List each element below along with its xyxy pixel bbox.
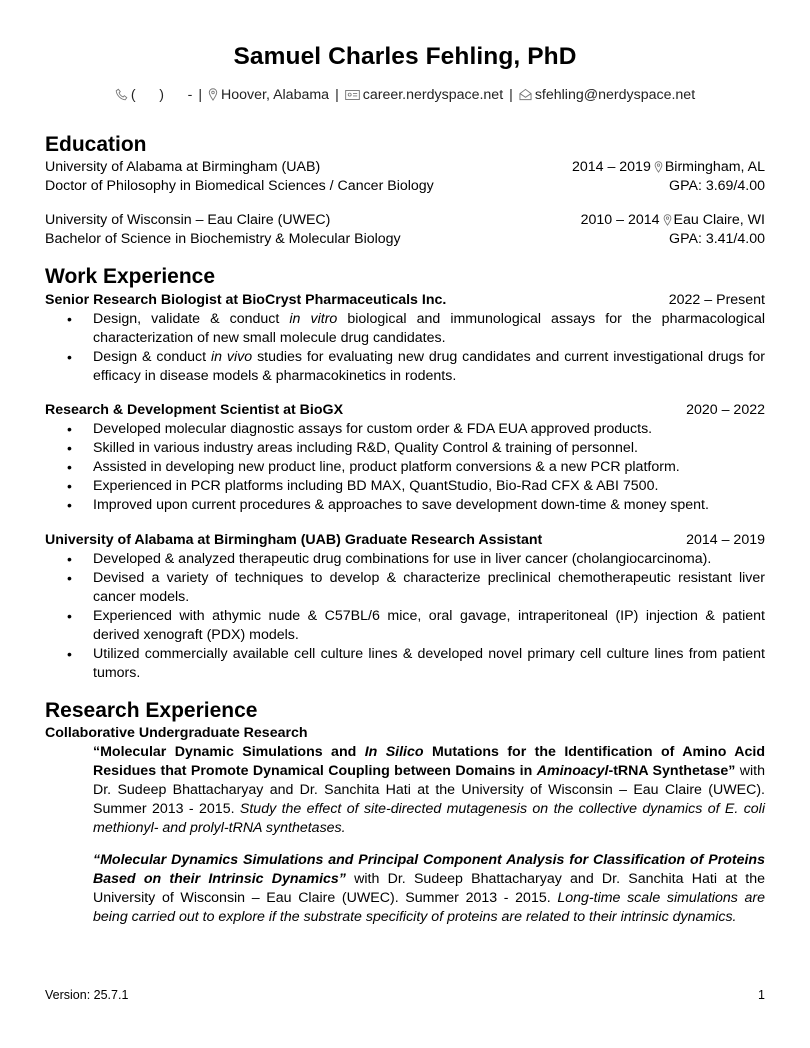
map-pin-icon bbox=[208, 88, 218, 105]
website-card-icon[interactable] bbox=[345, 89, 360, 105]
job-bullet: • Experienced with athymic nude & C57BL/6 mice, oral gavage, intraperitoneal (IP) injection & patient derived xenograft (PDX) models. bbox=[45, 607, 765, 645]
gpa: GPA: 3.41/4.00 bbox=[669, 231, 765, 247]
job-dates: 2014 – 2019 bbox=[686, 532, 765, 548]
publication-entry: “Molecular Dynamic Simulations and In Silico Mutations for the Identification of Amino Acid Residues that Promote Dynamical Coupling between Domains in Aminoacyl-tRNA Synthetase” with Dr. Sudeep Bhattacharyay and Dr. Sanchita Hati at the University of Wisconsin – Eau Claire (UWEC). Summer 2013 - 2015. Study the effect of site-directed mutagenesis on the collective dynamics of E. coli methionyl- and prolyl-tRNA synthetases. bbox=[93, 744, 765, 836]
degree-name: Doctor of Philosophy in Biomedical Sciences / Cancer Biology bbox=[45, 178, 434, 194]
research-experience-heading: Research Experience bbox=[45, 699, 258, 722]
email-icon[interactable] bbox=[519, 88, 532, 105]
job-title: University of Alabama at Birmingham (UAB) Graduate Research Assistant bbox=[45, 532, 543, 548]
publication-entry: “Molecular Dynamics Simulations and Principal Component Analysis for Classification of Proteins Based on their Intrinsic Dynamics” with Dr. Sudeep Bhattacharyay and Dr. Sanchita Hati at the University of Wisconsin – Eau Claire (UWEC). Summer 2013 - 2015. Long-time scale simulations are being carried out to explore if the substrate specificity of proteins are related to their intrinsic dynamics. bbox=[93, 852, 766, 925]
job-dates: 2022 – Present bbox=[668, 292, 765, 308]
work-experience-heading: Work Experience bbox=[45, 265, 216, 288]
email-link[interactable]: sfehling@nerdyspace.net bbox=[534, 87, 696, 103]
job-bullets bbox=[45, 420, 765, 515]
phone-number: ( ) - bbox=[130, 87, 193, 103]
education-degree-row bbox=[45, 177, 765, 196]
education-place: Birmingham, AL bbox=[664, 159, 765, 175]
contact-separator: | bbox=[509, 87, 513, 103]
contact-separator: | bbox=[335, 87, 339, 103]
location-text: Hoover, Alabama bbox=[221, 87, 330, 103]
education-years: 2010 – 2014 bbox=[580, 212, 660, 228]
job-bullet: • Assisted in developing new product line, product platform conversions & a new PCR platform. bbox=[45, 458, 765, 477]
education-years: 2014 – 2019 bbox=[571, 159, 651, 175]
job-dates: 2020 – 2022 bbox=[686, 402, 765, 418]
job-bullet: • Utilized commercially available cell culture lines & developed novel primary cell culture lines from patient tumors. bbox=[45, 645, 765, 683]
website-link[interactable]: career.nerdyspace.net bbox=[362, 87, 504, 103]
job-bullet: • Design, validate & conduct in vitro biological and immunological assays for the pharmacological characterization of new small molecule drug candidates. bbox=[45, 310, 765, 348]
phone-icon bbox=[115, 88, 128, 105]
job-bullet: • Developed & analyzed therapeutic drug combinations for use in liver cancer (cholangiocarcinoma). bbox=[45, 550, 765, 569]
job-bullet: • Skilled in various industry areas including R&D, Quality Control & training of personnel. bbox=[45, 439, 765, 458]
job-bullet: • Improved upon current procedures & approaches to save development down-time & money spent. bbox=[45, 496, 765, 515]
candidate-name: Samuel Charles Fehling, PhD bbox=[233, 43, 577, 70]
degree-name: Bachelor of Science in Biochemistry & Molecular Biology bbox=[45, 231, 401, 247]
education-degree-row bbox=[45, 230, 765, 249]
job-header bbox=[45, 401, 765, 420]
job-bullets bbox=[45, 310, 765, 386]
job-bullet: • Developed molecular diagnostic assays for custom order & FDA EUA approved products. bbox=[45, 420, 765, 439]
contact-line bbox=[0, 87, 810, 105]
version-label: Version: 25.7.1 bbox=[45, 988, 129, 1002]
job-header bbox=[45, 531, 765, 550]
job-title: Research & Development Scientist at BioGX bbox=[45, 402, 344, 418]
job-header bbox=[45, 291, 765, 310]
education-entry-uab bbox=[45, 158, 765, 177]
job-bullets bbox=[45, 550, 765, 683]
education-place: Eau Claire, WI bbox=[673, 212, 765, 228]
education-heading: Education bbox=[45, 133, 147, 156]
gpa: GPA: 3.69/4.00 bbox=[669, 178, 765, 194]
job-bullet: • Experienced in PCR platforms including BD MAX, QuantStudio, Bio-Rad CFX & ABI 7500. bbox=[45, 477, 765, 496]
school-name: University of Alabama at Birmingham (UAB) bbox=[45, 159, 321, 175]
research-subheading: Collaborative Undergraduate Research bbox=[45, 725, 308, 741]
page-number: 1 bbox=[758, 988, 765, 1002]
job-bullet: • Devised a variety of techniques to develop & characterize preclinical chemotherapeutic resistant liver cancer models. bbox=[45, 569, 765, 607]
education-entry-uwec bbox=[45, 211, 765, 230]
contact-separator: | bbox=[198, 87, 203, 103]
job-title: Senior Research Biologist at BioCryst Pharmaceuticals Inc. bbox=[45, 292, 447, 308]
job-bullet: • Design & conduct in vivo studies for evaluating new drug candidates and current investigational drugs for efficacy in disease models & pharmacokinetics in rodents. bbox=[45, 348, 765, 386]
school-name: University of Wisconsin – Eau Claire (UWEC) bbox=[45, 212, 331, 228]
